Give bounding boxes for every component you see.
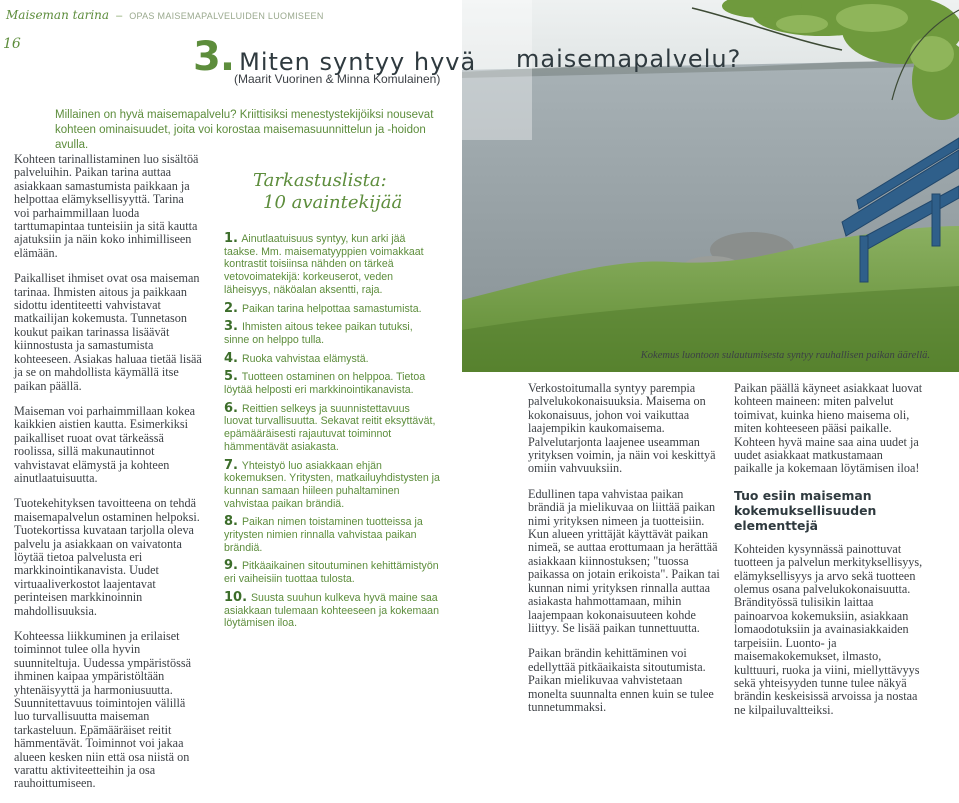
item-number: 1. — [224, 231, 238, 246]
item-text: Suusta suuhun kulkeva hyvä maine saa asiakkaan tulemaan kohteeseen ja kokemaan löytämisen iloa. — [224, 591, 439, 630]
checklist-item — [224, 350, 440, 366]
item-number: 6. — [224, 400, 238, 416]
paragraph: Kohteen tarinallistaminen luo sisältöä palveluihin. Paikan tarina auttaa asiakkaan samastumista paikkaan ja helpottaa elämyksellisyyttä. Tarina voi parhaimmillaan luoda tarttumapintaa tunteisiin ja sitä kautta ajatuksiin ja näin koko inhimilliseen elämään. — [14, 152, 199, 260]
checklist-item — [224, 321, 440, 346]
checklist-item — [224, 300, 440, 316]
checklist-title-line1: Tarkastuslista: — [253, 170, 387, 191]
checklist-item — [224, 233, 440, 297]
checklist — [224, 233, 440, 636]
body-column-4 — [734, 382, 924, 729]
intro-lead: Millainen on hyvä maisemapalvelu? Kriittisiksi menestystekijöiksi nousevat kohteen ominaisuudet, joita voi korostaa maisemasuunnittelun ja -hoidon avulla. — [55, 109, 434, 151]
checklist-item — [224, 400, 440, 454]
chapter-number: 3. — [193, 34, 235, 80]
checklist-item — [224, 560, 440, 585]
paragraph: Paikalliset ihmiset ovat osa maiseman tarinaa. Ihmisten aitous ja paikkaan sidottu identiteetti vahvistavat matkailijan kokemusta. Tunnetason koukut paikan tarinassa lisäävät kiinnostusta ja samastumista kohteeseen. Asiakas haluaa tietää lisää ja se on mahdollista käymällä itse paikan päällä. — [14, 271, 202, 393]
paragraph: Tuotekehityksen tavoitteena on tehdä maisemapalvelun ostaminen helpoksi. Tuotekortissa kuvataan tarjolla oleva palvelu ja asiakkaan on vaivatonta löytää tietoa palvelusta eri markkinointikanavista. Uudet virtuaaliverkostot laajentavat perinteisen markkinoinnin mahdollisuuksia. — [14, 496, 200, 618]
item-number: 10. — [224, 589, 248, 605]
paragraph: Paikan päällä käyneet asiakkaat luovat kohteen maineen: miten palvelut toimivat, kuinka hieno maisema oli, miten kohteeseen pääsi paikalle. Kohteen hyvä maine saa aina uudet ja uudet asiakkaat matkustamaan paikalle ja kokemaan löytämisen iloa! — [734, 381, 923, 476]
section-heading: Tuo esiin maiseman kokemuksellisuuden elementtejä — [734, 487, 877, 533]
paragraph: Paikan brändin kehittäminen voi edellyttää pitkäaikaista sitoutumista. Paikan mielikuvaa vahvistetaan monelta suunnalta ennen kuin se tulee tunnetummaksi. — [528, 646, 714, 714]
paragraph: Edullinen tapa vahvistaa paikan brändiä ja mielikuvaa on liittää paikan nimi yrityksen nimeen ja tuotteisiin. Kun alueen yrittäjät käyttävät paikan nimeä, se auttaa erottumaan ja herättää asiakkaan kiinnostuksen; "tuossa paikassa on jotain erikoista". Paikan tai kunnan nimi yrityksen rinnalla auttaa asiakasta hahmottamaan, mihin laajempaan kokonaisuuteen kohde liittyy. Se lisää paikan tunnettuutta. — [528, 486, 720, 635]
item-number: 8. — [224, 514, 238, 530]
item-text: Pitkäaikainen sitoutuminen kehittämistyön eri vaiheisiin tuottaa tulosta. — [224, 560, 439, 586]
item-number: 3. — [224, 319, 238, 335]
item-number: 4. — [224, 350, 238, 366]
body-column-3 — [528, 382, 720, 726]
paragraph: Verkostoitumalla syntyy parempia palvelukokonaisuuksia. Maisema on kokonaisuus, johon voi vaikuttaa laajempikin kaukomaisema. Palvelutarjonta laajenee useamman yrityksen voimin, ja näin voi keskittyä omiin vahvuuksiin. — [528, 381, 716, 476]
checklist-item — [224, 516, 440, 554]
checklist-title-line2: 10 avaintekijää — [263, 192, 403, 213]
header-subtitle: OPAS MAISEMAPALVELUIDEN LUOMISEEN — [129, 11, 324, 21]
item-text: Tuotteen ostaminen on helppoa. Tietoa löytää helposti eri markkinointikanavista. — [224, 371, 426, 397]
header-separator: – — [116, 10, 123, 22]
item-number: 9. — [224, 558, 238, 574]
item-number: 7. — [224, 457, 238, 473]
item-text: Yhteistyö luo asiakkaan ehjän kokemuksen. Yritysten, matkailuyhdistysten ja kunnan samaan hiileen puhaltaminen vahvistaa paikan brändiä. — [224, 459, 440, 510]
item-text: Paikan tarina helpottaa samastumista. — [241, 302, 422, 315]
page-number: 16 — [3, 36, 21, 52]
checklist-title — [253, 170, 443, 214]
checklist-item — [224, 371, 440, 396]
running-header — [6, 8, 324, 23]
photo-caption: Kokemus luontoon sulautumisesta syntyy rauhallisen paikan äärellä. — [640, 350, 930, 361]
checklist-item — [224, 589, 440, 630]
item-number: 2. — [224, 300, 238, 316]
chapter-title-part1: Miten syntyy hyvä — [239, 48, 477, 76]
item-text: Ruoka vahvistaa elämystä. — [241, 352, 369, 365]
item-text: Reittien selkeys ja suunnistettavuus luovat turvallisuutta. Sekavat reitit eksyttävät, epämääräisesti rajautuvat toiminnot hämmentävät asiakasta. — [224, 402, 436, 453]
item-text: Ihmisten aitous tekee paikan tutuksi, sinne on helppo tulla. — [224, 321, 413, 346]
item-text: Paikan nimen toistaminen tuotteissa ja yritysten nimien rinnalla vahvistaa paikan brändiä. — [224, 516, 423, 554]
body-column-1 — [14, 153, 202, 803]
paragraph: Kohteessa liikkuminen ja erilaiset toiminnot tulee olla hyvin suunniteltuja. Uudessa ympäristössä ihminen kaipaa ympäristöltään yhtenäisyyttä ja harmoniusuutta. Suunnitettavuus toimintojen välillä luo turvallisuutta maiseman tarkasteluun. Epämääräiset reitit hämmentävät. Toiminnot voi jakaa alueen kesken niin että osa niistä on varattu aktiviteetteihin ja osa rauhoittumiseen. — [14, 629, 192, 791]
item-text: Ainutlaatuisuus syntyy, kun arki jää taakse. Mm. maisematyyppien voimakkaat kontrastit toisiinsa nähden on tärkeä vetovoimatekijä: korkeuserot, veden läheisyys, näköalan aksentti, raja. — [224, 233, 424, 296]
paragraph: Kohteiden kysynnässä painottuvat tuotteen ja palvelun merkityksellisyys, elämyksellisyys ja arvo sekä tuotteen olemus osana palvelukokonaisuutta. Brändityössä tulisikin laittaa painoarvoa kokemuksiin, asiakkaan lomaodotuksiin ja avainasiakkaiden tarpeisiin. Luonto- ja maisemakokemukset, ilmasto, kulttuuri, ruoka ja viini, miellyttävyys sekä yhteisyyden tunne tulee näkyä brändin keskeisissä arvoissa ja nostaa ne kilpailuvaltteiksi. — [734, 541, 923, 717]
checklist-item — [224, 457, 440, 511]
chapter-title-part2: maisemapalvelu? — [516, 45, 742, 73]
brand-name: Maiseman tarina — [6, 8, 110, 22]
chapter-authors: (Maarit Vuorinen & Minna Komulainen) — [234, 72, 441, 86]
item-number: 5. — [224, 369, 238, 385]
paragraph: Maiseman voi parhaimmillaan kokea kaikkien aistien kautta. Esimerkiksi paikalliset ruoat ovat tärkeässä roolissa, sillä makunautinnot vahvistavat elämystä ja kohteen ainutlaatuisuutta. — [14, 403, 196, 485]
